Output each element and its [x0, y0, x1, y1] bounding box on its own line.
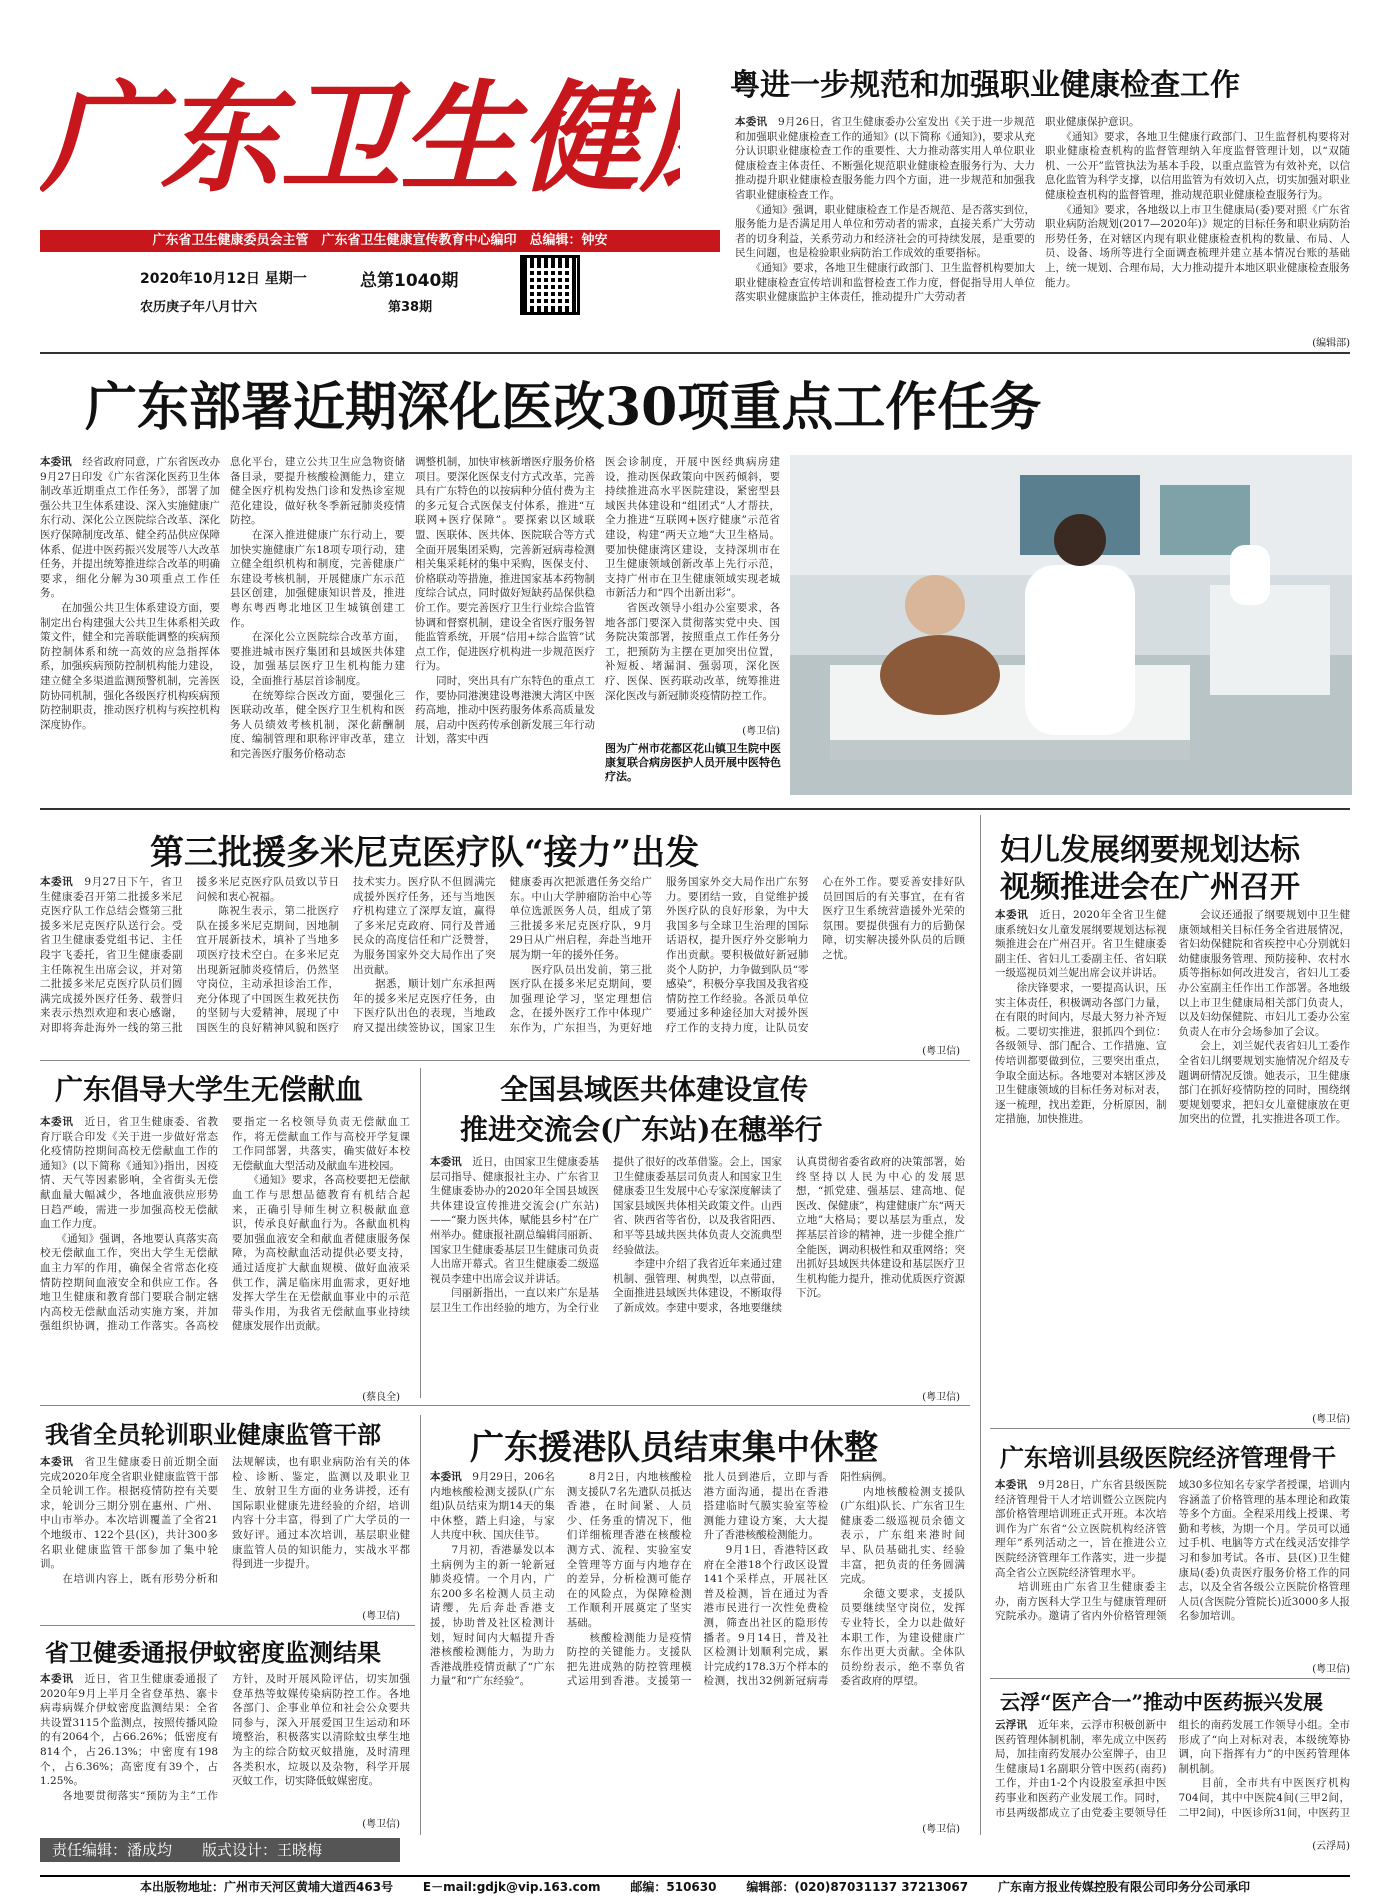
article11-signature: (云浮局) [1312, 1841, 1350, 1852]
article3-lead: 本委讯 [40, 876, 74, 888]
article6-title-line2: 视频推进会在广州召开 [1000, 870, 1300, 905]
article9-text: 9月29日，206名内地核酸检测支援队(广东组)队员结束为期14天的集中休整，踏上归途，与家人共度中秋、国庆佳节。 7月初，香港暴发以本土病例为主的新一轮新冠肺炎疫情。一个月内，广东200多名检测人员主动请缨，先后奔赴香港支援，协助普及社区检测计划，短时间内大幅提升香港核酸检测能力，为助力香港战胜疫情贡献了“广东力量”和“广东经验”。 8月2日，内地核酸检测支援队7名先遣队员抵达香港，在时间紧、人员少、任务重的情况下，他们详细梳理香港在核酸检测方式、流程、实验室安全管理等方面与内地存在的差异，分析检测可能存在的风险点，为保障检测工作顺利开展奠定了坚实基础。 核酸检测能力是疫情防控的关键能力。支援队把先进成熟的防控管理模式运用到香港。支援第一批人员到港后，立即与香港方面沟通，提出在香港搭建临时气膜实验室等检测能力建设方案，大大提升了香港核酸检测能力。 9月1日，香港特区政府在全港18个行政区设置141个采样点，开展社区普及检测，旨在通过为香港市民进行一次性免费检测，筛查出社区的隐形传播者。9月14日，普及社区检测计划顺利完成，累计完成约178.3万个样本的检测，找出32例新冠病毒阳性病例。 内地核酸检测支援队(广东组)队长、广东省卫生健康委二级巡视员余德文表示，广东组来港时间早、队员基础扎实、经验丰富，把负责的任务圆满完成。 余德文要求，支援队员要继续坚守岗位，发挥专业特长，全力以赴做好本职工作，为建设健康广东作出更大贡献。全体队员纷纷表示，绝不辜负省委省政府的厚望。 [430, 1471, 965, 1688]
article7-body [995, 1478, 1350, 1658]
divider-article3 [40, 1060, 970, 1061]
article6-signature: (粤卫信) [1312, 1414, 1350, 1425]
article1-title: 粤进一步规范和加强职业健康检查工作 [730, 68, 1240, 103]
publication-email: E－mail:gdjk@vip.163.com [422, 1880, 601, 1894]
article1-body2: 职业健康保护意识。 《通知》要求，各地卫生健康行政部门、卫生监督机构要将对职业健康检查机构的监督管理纳入年度监督管理计划，以“双随机、一公开”监管执法为基本手段，以重点监管为有效补充，以信息化监管为科学支撑，以信用监管为有效切入点，切实加强对职业健康检查机构的监督管理，推动规范职业健康检查服务行为。 《通知》要求，各地级以上市卫生健康局(委)要对照《广东省职业病防治规划(2017—2020年)》规定的目标任务和职业病防治形势任务，在对辖区内现有职业健康检查机构的数量、布局、人员、设备、场所等进行全面调查梳理并建立基本情况台账的基础上，统一规划、合理布局，大力推动提升本地区职业健康检查服务能力。 [1045, 116, 1350, 289]
article9-lead: 本委讯 [430, 1471, 462, 1483]
article5-title-line2: 推进交流会(广东站)在穗举行 [460, 1113, 823, 1146]
publication-phone: 编辑部：(020)87031137 37213067 [746, 1880, 969, 1894]
total-issue: 总第1040期 [360, 271, 459, 291]
article8-body [40, 1455, 410, 1605]
article11-title: 云浮“医产合一”推动中医药振兴发展 [1000, 1690, 1324, 1714]
article8-text: 省卫生健康委日前近期全面完成2020年度全省职业健康监管干部全员轮训工作。根据疫情防控有关要求，轮训分三期分别在惠州、广州、中山市举办。本次培训覆盖了全省21个地级市、122个县(区)，共计300多名职业健康监管干部参加了集中轮训。 在培训内容上，既有形势分析和法规解读，也有职业病防治有关的体检、诊断、鉴定，监测以及职业卫生、放射卫生方面的业务讲授，还有国际职业健康先进经验的介绍，培训内容十分丰富，得到了广大学员的一致好评。通过本次培训，基层职业健康监管人员的知识能力，实战水平都得到进一步提升。 [40, 1456, 410, 1585]
article3-signature: (粤卫信) [922, 1046, 960, 1057]
article1-lead: 本委讯 [735, 116, 768, 128]
article3-body [40, 875, 965, 1040]
article5-title-line1: 全国县域医共体建设宣传 [500, 1073, 809, 1106]
article6-text: 近日，2020年全省卫生健康系统妇女儿童发展纲要规划达标视频推进会在广州召开。省卫生健康委副主任、省妇儿工委副主任、省妇联一级巡视员刘兰妮出席会议并讲话。 徐庆锋要求，一要提高认识，压实主体责任，积极调动各部门力量，在有限的时间内，尽最大努力补齐短板。二要切实推进，狠抓四个到位：各级领导、部门配合、工作措施、宣传培训都要做到位，三要突出重点，争取全面达标。各地要对本辖区涉及卫生健康领域的目标任务对标对表，逐一梳理，找出差距，分析原因，制定措施，加快推进。 会议还通报了纲要规划中卫生健康领域相关目标任务全省进展情况，省妇幼保健院和省疾控中心分别就妇幼健康服务管理、预防接种、农村水质等指标如何改进发言，省妇儿工委办公室副主任作出工作部署。各地级以上市卫生健康局相关部门负责人，以及妇幼保健院、市妇儿工委办公室负责人在市分会场参加了会议。 会上，刘兰妮代表省妇儿工委作全省妇儿纲要规划实施情况介绍及专题调研情况反馈。她表示，卫生健康部门在抓好疫情防控的同时，围绕纲要规划要求，把妇女儿童健康放在更加突出的位置，扎实推进各项工作。 [995, 909, 1350, 1126]
article1-body1: 9月26日，省卫生健康委办公室发出《关于进一步规范和加强职业健康检查工作的通知》(以下简称《通知》)，要求从充分认识职业健康检查工作的重要性、大力推动落实用人单位职业健康检查主体责任、不断强化规范职业健康检查服务行为、大力推动提升职业健康检查服务能力四个方面，进一步规范和加强我省职业健康检查工作。 《通知》强调，职业健康检查工作是否规范、是否落实到位，服务能力是否满足用人单位和劳动者的需求，直接关系广大劳动者的切身利益，关系劳动力和经济社会的可持续发展，是重要的民生问题，也是检验职业病防治工作成效的重要指标。 《通知》要求，各地卫生健康行政部门、卫生监督机构要加大职业健康检查宣传培训和监督检查工作力度，督促指导用人单位落实职业健康监护主体责任，推动提升广大劳动者 [735, 116, 1035, 304]
qr-code [520, 255, 580, 315]
divider-article7 [990, 1678, 1350, 1679]
article2-title: 广东部署近期深化医改30项重点工作任务 [85, 377, 1042, 438]
publication-info [40, 1875, 1350, 1897]
article7-title: 广东培训县级医院经济管理骨干 [1000, 1443, 1336, 1472]
article7-signature: (粤卫信) [1312, 1664, 1350, 1675]
publication-postcode: 邮编：510630 [630, 1880, 717, 1894]
article3-text: 9月27日下午，省卫生健康委召开第二批援多米尼克医疗队工作总结会暨第三批援多米尼克医疗队送行会。受省卫生健康委党组书记、主任段宇飞委托，省卫生健康委副主任陈祝生出席会议，并对第二批援多米尼克医疗队员们圆满完成援外医疗任务、载誉归来表示热烈欢迎和衷心感谢，对即将奔赴海外一线的第三批援多米尼克医疗队员致以节日问候和衷心祝福。 陈祝生表示，第二批医疗队在援多米尼克期间，因地制宜开展新技术，填补了当地多项医疗技术空白。在多米尼克出现新冠肺炎疫情后，仍然坚守岗位，主动承担诊治工作，充分体现了中国医生救死扶伤的坚韧与大爱精神，展现了中国医生的良好精神风貌和医疗技术实力。医疗队不但圆满完成援外医疗任务，还与当地医疗机构建立了深厚友谊，赢得了多米尼克政府、同行及普通民众的高度信任和广泛赞誉，为服务国家外交大局作出了突出贡献。 据悉，顺计划广东承担两年的援多米尼克医疗任务，由下医疗队出色的表现，当地政府又提出续签协议，国家卫生健康委再次把派遣任务交给广东。中山大学肿瘤防治中心等单位选派医务人员，组成了第三批援多米尼克医疗队，9月29日从广州启程，奔赴当地开展为期一年的援外任务。 医疗队员出发前，第三批医疗队在援多米尼克期间，要加强理论学习，坚定理想信念，在援外医疗工作中体现广东作为，广东担当，为更好地服务国家外交大局作出广东努力。要团结一致，自觉维护援外医疗队的良好形象，为中大我国多与全球卫生治理的国际话语权，提升医疗外交影响力作出贡献。要积极做好新冠肺炎个人防护，力争做到队员“零感染”，积极分享我国及我省疫情防控工作经验。各派员单位要通过多种途径加大对援外医疗工作的支持力度，让队员安心在外工作。要妥善安排好队员回国后的有关事宜，在有省医疗卫生系统营造援外光荣的氛围。要提供强有力的后勤保障，切实解决援外队员的后顾之忧。 [40, 876, 965, 1034]
issue-number: 第38期 [388, 300, 433, 315]
article8-title: 我省全员轮训职业健康监管干部 [45, 1420, 381, 1449]
article10-body [40, 1672, 410, 1812]
divider-top [40, 352, 1350, 354]
article10-title: 省卫健委通报伊蚊密度监测结果 [45, 1638, 381, 1667]
article1-signature: (编辑部) [1312, 338, 1350, 349]
divider-middle [40, 808, 1350, 810]
editors-bar: 责任编辑：潘成均 版式设计：王晓梅 [40, 1838, 400, 1862]
masthead-logo [40, 55, 680, 205]
article8-signature: (粤卫信) [362, 1611, 400, 1622]
article9-title: 广东援港队员结束集中休整 [470, 1428, 878, 1468]
sponsor-bar: 广东省卫生健康委员会主管 广东省卫生健康宣传教育中心编印 总编辑：钟安 [40, 230, 720, 252]
article2-signature: (粤卫信) [742, 726, 780, 737]
logo-calligraphy [40, 55, 680, 205]
divider-v3 [420, 1415, 421, 1835]
article4-lead: 本委讯 [40, 1116, 74, 1128]
article10-signature: (粤卫信) [362, 1819, 400, 1830]
article2-body2: 息化平台，建立公共卫生应急物资储备目录，要提升核酸检测能力，建立健全医疗机构发热门诊和发热诊室规范化建设，做好秋冬季新冠肺炎疫情防控。 在深入推进健康广东行动上，要加快实施健康广东18项专项行动，建立健全组织机构和制度，完善健康广东建设考核机制，开展健康广东示范县区创建，加强健康知识普及，推进粤东粤西粤北地区卫生城镇创建工作。 在深化公立医院综合改革方面，要推进城市医疗集团和县域医共体建设，加强基层医疗卫生机构能力建设，全面推行基层首诊制度。 在统筹综合医改方面，要强化三医联动改革，健全医疗卫生机构和医务人员绩效考核机制，深化薪酬制度、编制管理和职称评审改革，建立和完善医疗服务价格动态 [230, 456, 405, 760]
issue-date: 2020年10月12日 星期一 [140, 271, 307, 287]
article6-body [995, 908, 1350, 1408]
article9-signature: (粤卫信) [922, 1824, 960, 1835]
publication-address: 本出版物地址：广州市天河区黄埔大道西463号 [140, 1880, 394, 1894]
article4-title: 广东倡导大学生无偿献血 [55, 1073, 364, 1106]
article11-lead: 云浮讯 [995, 1719, 1028, 1731]
divider-article6 [990, 1428, 1350, 1429]
article4-body [40, 1115, 410, 1385]
article5-body [430, 1155, 965, 1385]
article5-lead: 本委讯 [430, 1156, 462, 1168]
article3-title: 第三批援多米尼克医疗队“接力”出发 [150, 833, 700, 873]
lunar-date: 农历庚子年八月廿六 [140, 300, 258, 315]
article5-signature: (粤卫信) [922, 1392, 960, 1403]
divider-article8 [40, 1625, 415, 1626]
logo-text: 广东卫生健 [40, 68, 640, 205]
article2-lead: 本委讯 [40, 456, 72, 468]
article6-lead: 本委讯 [995, 909, 1029, 921]
article4-signature: (蔡良全) [362, 1392, 400, 1403]
article6-title-line1: 妇儿发展纲要规划达标 [1000, 833, 1300, 868]
article2-photo [790, 455, 1352, 795]
divider-v2 [420, 1068, 421, 1398]
article2-body3: 调整机制，加快审核新增医疗服务价格项目。要深化医保支付方式改革，完善具有广东特色的以按病种分值付费为主的多元复合式医保支付体系，推进“互联网+医疗保障”。要探索以区域联盟、医联体、医共体、医院联合等方式全面开展集团采购，完善新冠病毒检测相关集采耗材的集中采购，医保支付、价格联动等措施，推进国家基本药物制度综合试点，同时做好短缺药品保供稳价工作。要完善医疗卫生行业综合监管协调和督察机制，建设全省医疗服务智能监管系统，开展“信用+综合监管”试点工作，促进医疗机构进一步规范医疗行为。 同时，突出具有广东特色的重点工作，要协同港澳建设粤港澳大湾区中医药高地，推动中医药服务体系高质量发展，启动中医药传承创新发展三年行动计划，落实中西 [415, 456, 595, 746]
divider-article5 [40, 1405, 970, 1406]
article10-lead: 本委讯 [40, 1673, 74, 1685]
article11-text: 近年来，云浮市积极创新中医药管理体制机制，率先成立中医药局，加挂南药发展办公室牌子，由卫生健康局1名副职分管中医药(南药)工作，并由1-2个内设股室承担中医药事业和医药产业发展工作。同时，市县两级都成立了由党委主要领导任组长的南药发展工作领导小组。全市形成了“向上对标对表，本级统筹协调，向下指挥有力”的中医药管理体制机制。 目前，全市共有中医医疗机构704间，其中中医院4间(三甲2间，二甲2间)，中医诊所31间，中医药卫 [995, 1719, 1350, 1819]
article11-body [995, 1718, 1350, 1833]
article5-text: 近日，由国家卫生健康委基层司指导、健康报社主办、广东省卫生健康委协办的2020年全国县域医共体建设宣传推进交流会(广东站)——“聚力医共体，赋能县乡村”在广州举办。健康报社副总编辑闫丽新、国家卫生健康委基层卫生健康司负责人出席开幕式。省卫生健康委二级巡视员李建中出席会议并讲话。 闫丽新指出，一直以来广东是基层卫生工作出经验的地方，为全行业提供了很好的改革借鉴。会上，国家卫生健康委基层司负责人和国家卫生健康委卫生发展中心专家深度解读了国家县域医共体相关政策文件。山西省、陕西省等省份，以及我省阳西、和平等县域共医共体负责人交流典型经验做法。 李建中介绍了我省近年来通过建机制、强管理、树典型，以点带面，全面推进县域医共体建设，不断取得了新成效。李建中要求，各地要继续认真贯彻省委省政府的决策部署，始终坚持以人民为中心的发展思想，“抓党建、强基层、建高地、促医改、保健康”，构建健康广东“两天立地”大格局；要以基层为重点，发挥基层首诊的精神，进一步健全推广全能医，调动积极性和双重网络；突出抓好县域医共体建设和基层医疗卫生机构能力提升，推动优质医疗资源下沉。 [430, 1156, 965, 1314]
article9-body [430, 1470, 965, 1830]
article10-text: 近日，省卫生健康委通报了2020年9月上半月全省登革热、寨卡病毒病媒介伊蚊密度监测结果：全省共设置3115个监测点，按照传播风险的有2064个，占66.26%；低密度有814个，占26.13%；中密度有198个，占6.36%；高密度有39个，占1.25%。 各地要贯彻落实“预防为主”工作方针，及时开展风险评估，切实加强登革热等蚊媒传染病防控工作。各地各部门、企事业单位和社会公众要共同参与，深入开展爱国卫生运动和环境整治，积极落实以清除蚊虫孳生地为主的综合防蚊灭蚊措施，及时清理各类积水，垃圾以及杂物，科学开展灭蚊工作，切实降低蚊媒密度。 [40, 1673, 410, 1802]
article2-body1: 经省政府同意，广东省医改办9月27日印发《广东省深化医药卫生体制改革近期重点工作任务》，部署了加强公共卫生体系建设、深入实施健康广东行动、深化公立医院综合改革、深化医疗保障制度改革、健全药品供应保障体系、促进中医药振兴发展等八大改革任务，并提出统筹推进综合改革的明确要求，细化分解为30项重点工作任务。 在加强公共卫生体系建设方面，要制定出台构建强大公共卫生体系相关政策文件，健全和完善联能调整的疾病预防控制体系和统一高效的应急指挥体系，加强疾病预防控制机构能力建设，建立健全多渠道监测预警机制，完善医防协同机制，强化各级医疗机构疾病预防控制职责，推动医疗机构与疾控机构深度协作。 [40, 456, 220, 731]
article2-col3 [415, 455, 595, 795]
publication-printer: 广东南方报业传媒控股有限公司印务分公司承印 [997, 1880, 1250, 1894]
article7-lead: 本委讯 [995, 1479, 1028, 1491]
divider-vertical [980, 815, 981, 1835]
article7-text: 9月28日，广东省县级医院经济管理骨干人才培训暨公立医院内部价格管理培训班正式开班。本次培训作为广东省“公立医院机构经济管理年”系列活动之一，旨在推进公立医院经济管理年工作落实，进一步提高全省公立医院经济管理水平。 培训班由广东省卫生健康委主办，南方医科大学卫生与健康管理研究院承办。邀请了省内外价格管理领域30多位知名专家学者授课，培训内容涵盖了价格管理的基本理论和政策等多个方面。全程采用线上授课、考勤和考核，为期一个月。学员可以通过手机、电脑等方式在线灵活安排学习和参加考试。各市、县(区)卫生健康局(委)负责医疗服务价格工作的同志，以及全省各级公立医院价格管理人员(含医院分管院长)近3000多人报名参加培训。 [995, 1479, 1350, 1623]
article4-text: 近日，省卫生健康委、省教育厅联合印发《关于进一步做好常态化疫情防控期间高校无偿献血工作的通知》(以下简称《通知》)指出，因疫情、天气等因素影响，全省街头无偿献血量大幅减少，各地血液供应形势日趋严峻，需进一步加强高校无偿献血工作力度。 《通知》强调，各地要认真落实高校无偿献血工作，突出大学生无偿献血主力军的作用，确保全省常态化疫情防控期间血液安全和供应工作。各地卫生健康和教育部门要联合制定辖内高校无偿献血活动实施方案，并加强组织协调，推动工作落实。各高校要指定一名校领导负责无偿献血工作，将无偿献血工作与高校开学复课工作同部署，共落实，确实做好本校无偿献血大型活动及献血车进校园。 《通知》要求，各高校要把无偿献血工作与思想品德教育有机结合起来，正确引导师生树立积极献血意识，传承良好献血行为。各献血机构要加强血液安全和献血者健康服务保障，为高校献血活动提供必要支持，通过适度扩大献血规模、做好血液采供工作，满足临床用血需求，更好地发挥大学生在无偿献血事业中的示范带头作用，为我省无偿献血事业持续健康发展作出贡献。 [40, 1116, 410, 1333]
article2-col1 [40, 455, 220, 795]
article8-lead: 本委讯 [40, 1456, 74, 1468]
hospital-ward-illustration [790, 455, 1352, 795]
article2-body4: 医会诊制度，开展中医经典病房建设，推动医保政策向中医药倾斜，要持续推进高水平医院建设，紧密型县域医共体建设和“组团式”人才帮扶，全力推进“互联网+医疗健康”示范省建设，构建“两天立地”大卫生格局。要加快健康湾区建设，支持深圳市在卫生健康领域创新改革上先行示范，支持广州市在卫生健康领域实现老城市新活力和“四个出新出彩”。 省医改领导小组办公室要求，各地各部门要深入贯彻落实党中央、国务院决策部署，按照重点工作任务分工，把预防为主摆在更加突出位置，补短板、堵漏洞、强弱项，深化医疗、医保、医药联动改革，统筹推进深化医改与新冠肺炎疫情防控工作。 [605, 456, 780, 702]
photo-caption: 图为广州市花都区花山镇卫生院中医康复联合病房医护人员开展中医特色疗法。 [605, 742, 781, 783]
article1-col1 [735, 115, 1035, 365]
article2-col4 [605, 455, 780, 720]
article2-col2 [230, 455, 405, 795]
article1-col2 [1045, 115, 1350, 365]
